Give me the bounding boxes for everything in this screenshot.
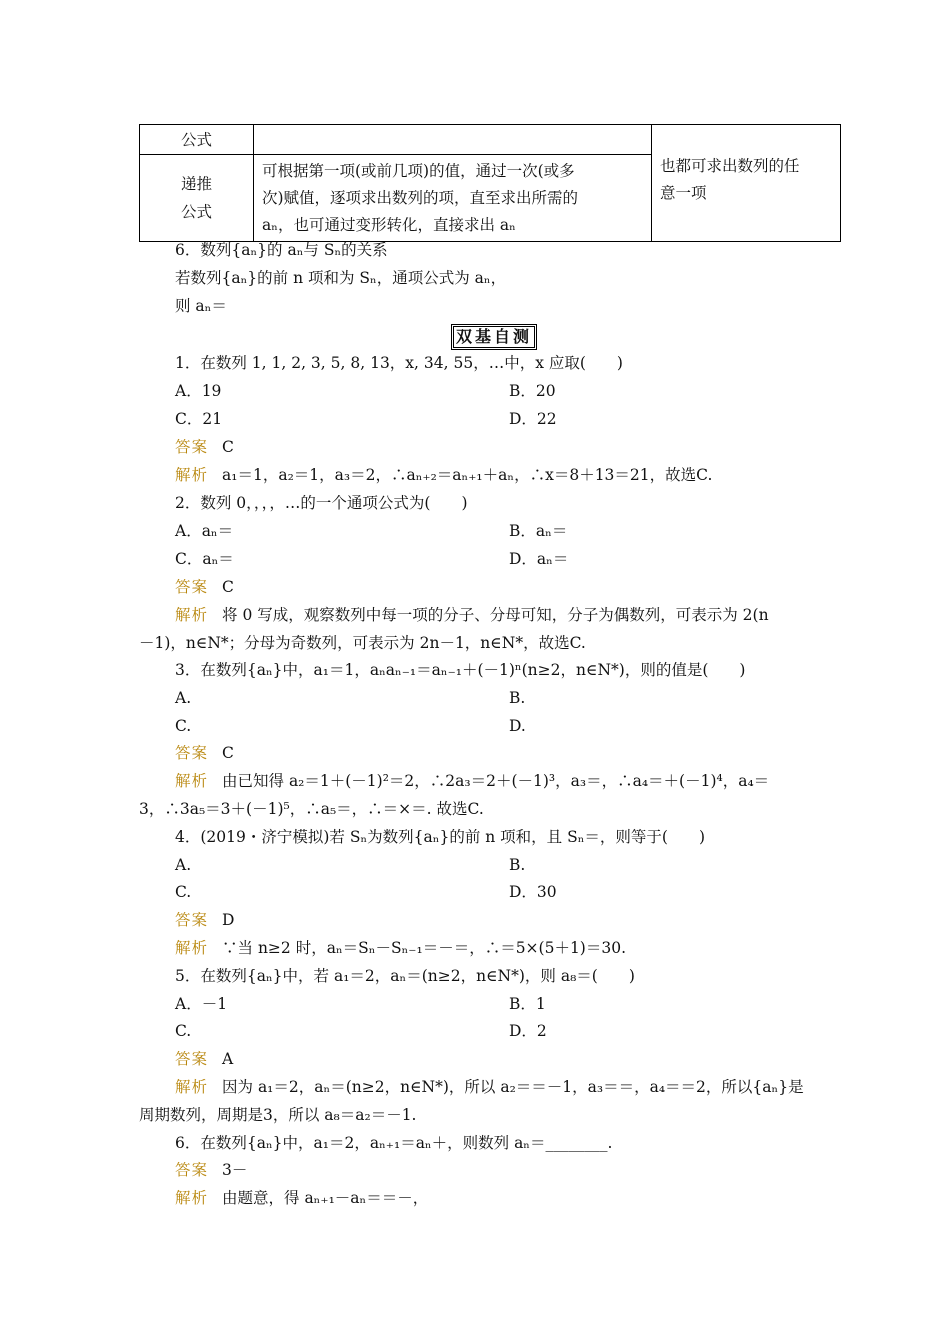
q4-analysis: ∵当 n≥2 时，aₙ＝Sₙ－Sₙ₋₁＝－＝，∴＝5×(5＋1)＝30. bbox=[222, 939, 627, 957]
table-row2-line3: aₙ，也可通过变形转化，直接求出 aₙ bbox=[262, 215, 516, 234]
q3-analysis-line2: 3，∴3a₅＝3＋(－1)⁵，∴a₅＝，∴＝×＝. 故选C. bbox=[139, 800, 484, 818]
q5-option-b: B．1 bbox=[509, 995, 546, 1013]
q3-answer-row bbox=[175, 742, 234, 764]
q2-analysis-row bbox=[175, 604, 769, 626]
q2-option-d: D．aₙ＝ bbox=[509, 550, 569, 568]
table-row2-line1: 可根据第一项(或前几项)的值，通过一次(或多 bbox=[262, 161, 575, 180]
q2-answer: C bbox=[222, 578, 234, 596]
q6-answer-row bbox=[175, 1159, 247, 1181]
q1-option-d: D．22 bbox=[509, 410, 557, 428]
table-side-line2: 意一项 bbox=[660, 184, 707, 202]
q2-stem: 2．数列 0，，，，…的一个通项公式为( ) bbox=[175, 494, 468, 512]
analysis-label: 解析 bbox=[175, 1189, 209, 1207]
q5-option-d: D．2 bbox=[509, 1022, 547, 1040]
q1-answer: C bbox=[222, 438, 234, 456]
q3-option-c: C. bbox=[175, 717, 192, 735]
answer-label: 答案 bbox=[175, 911, 209, 929]
q4-option-d: D．30 bbox=[509, 883, 557, 901]
q2-option-b: B．aₙ＝ bbox=[509, 522, 568, 540]
section-title: 双基自测 bbox=[451, 324, 537, 350]
q5-analysis-row bbox=[175, 1076, 804, 1098]
q5-option-a: A．－1 bbox=[175, 995, 228, 1013]
q1-option-b: B．20 bbox=[509, 382, 556, 400]
sec6-heading: 6．数列{aₙ}的 aₙ与 Sₙ的关系 bbox=[175, 241, 388, 259]
q3-stem: 3．在数列{aₙ}中，a₁＝1，aₙaₙ₋₁＝aₙ₋₁＋(－1)ⁿ(n≥2，n∈N*)，则的值是( ) bbox=[175, 661, 746, 679]
table-row2-label bbox=[140, 155, 254, 242]
q6-stem: 6．在数列{aₙ}中，a₁＝2，aₙ₊₁＝aₙ＋，则数列 aₙ＝________. bbox=[175, 1134, 613, 1152]
q1-answer-row bbox=[175, 436, 234, 458]
q2-answer-row bbox=[175, 576, 234, 598]
q6-answer: 3－ bbox=[222, 1161, 248, 1179]
analysis-label: 解析 bbox=[175, 772, 209, 790]
q3-analysis-row bbox=[175, 770, 769, 792]
q1-analysis-row bbox=[175, 464, 712, 486]
q4-answer: D bbox=[222, 911, 235, 929]
table-side-line1: 也都可求出数列的任 bbox=[660, 157, 800, 175]
q5-analysis-line2: 周期数列，周期是3，所以 a₈＝a₂＝－1. bbox=[139, 1106, 417, 1124]
q5-stem: 5．在数列{aₙ}中，若 a₁＝2，aₙ＝(n≥2，n∈N*)，则 a₈＝( ) bbox=[175, 967, 635, 985]
table-row2-content bbox=[254, 155, 652, 242]
q4-option-b: B. bbox=[509, 856, 526, 874]
q3-option-d: D. bbox=[509, 717, 526, 735]
q6-analysis-row bbox=[175, 1187, 428, 1209]
answer-label: 答案 bbox=[175, 1050, 209, 1068]
q6-analysis: 由题意，得 aₙ₊₁－aₙ＝＝－， bbox=[222, 1189, 429, 1207]
answer-label: 答案 bbox=[175, 578, 209, 596]
table-row2-label-line2: 公式 bbox=[180, 203, 212, 221]
analysis-label: 解析 bbox=[175, 939, 209, 957]
q4-stem: 4．(2019・济宁模拟)若 Sₙ为数列{aₙ}的前 n 项和，且 Sₙ＝，则等于( ) bbox=[175, 828, 706, 846]
q2-analysis-line2: －1)，n∈N*；分母为奇数列，可表示为 2n－1，n∈N*，故选C. bbox=[139, 634, 586, 652]
answer-label: 答案 bbox=[175, 1161, 209, 1179]
sec6-line3: 则 aₙ＝ bbox=[175, 297, 227, 315]
q4-answer-row bbox=[175, 909, 234, 931]
table-row2-line2: 次)赋值，逐项求出数列的项，直至求出所需的 bbox=[262, 188, 579, 207]
q5-answer: A bbox=[222, 1050, 234, 1068]
q3-answer: C bbox=[222, 744, 234, 762]
q2-option-c: C．aₙ＝ bbox=[175, 550, 234, 568]
q2-option-a: A．aₙ＝ bbox=[175, 522, 234, 540]
q5-analysis-line1: 因为 a₁＝2，aₙ＝(n≥2，n∈N*)，所以 a₂＝＝－1，a₃＝＝，a₄＝＝2，所以{aₙ}是 bbox=[222, 1078, 804, 1096]
formula-table bbox=[139, 124, 841, 242]
q4-analysis-row bbox=[175, 937, 626, 959]
table-row1-content bbox=[254, 125, 652, 155]
q3-analysis-line1: 由已知得 a₂＝1＋(－1)²＝2，∴2a₃＝2＋(－1)³，a₃＝，∴a₄＝＋(－1)⁴，a₄＝ bbox=[222, 772, 770, 790]
answer-label: 答案 bbox=[175, 438, 209, 456]
sec6-line2: 若数列{aₙ}的前 n 项和为 Sₙ，通项公式为 aₙ， bbox=[175, 269, 507, 287]
table-row2-label-line1: 递推 bbox=[180, 175, 212, 193]
analysis-label: 解析 bbox=[175, 1078, 209, 1096]
analysis-label: 解析 bbox=[175, 466, 209, 484]
q4-option-c: C. bbox=[175, 883, 192, 901]
q3-option-b: B. bbox=[509, 689, 526, 707]
q1-option-a: A．19 bbox=[175, 382, 222, 400]
answer-label: 答案 bbox=[175, 744, 209, 762]
q1-stem: 1．在数列 1, 1, 2, 3, 5, 8, 13，x, 34, 55，…中，x 应取( ) bbox=[175, 354, 623, 372]
analysis-label: 解析 bbox=[175, 606, 209, 624]
q4-option-a: A. bbox=[175, 856, 192, 874]
q2-analysis-line1: 将 0 写成，观察数列中每一项的分子、分母可知，分子为偶数列，可表示为 2(n bbox=[222, 606, 769, 624]
q1-option-c: C．21 bbox=[175, 410, 223, 428]
q5-option-c: C. bbox=[175, 1022, 192, 1040]
q3-option-a: A. bbox=[175, 689, 192, 707]
q5-answer-row bbox=[175, 1048, 233, 1070]
q1-analysis: a₁＝1，a₂＝1，a₃＝2，∴aₙ₊₂＝aₙ₊₁＋aₙ，∴x＝8＋13＝21，故选C. bbox=[222, 466, 713, 484]
table-side-cell bbox=[652, 125, 841, 242]
table-row1-label: 公式 bbox=[140, 125, 254, 155]
